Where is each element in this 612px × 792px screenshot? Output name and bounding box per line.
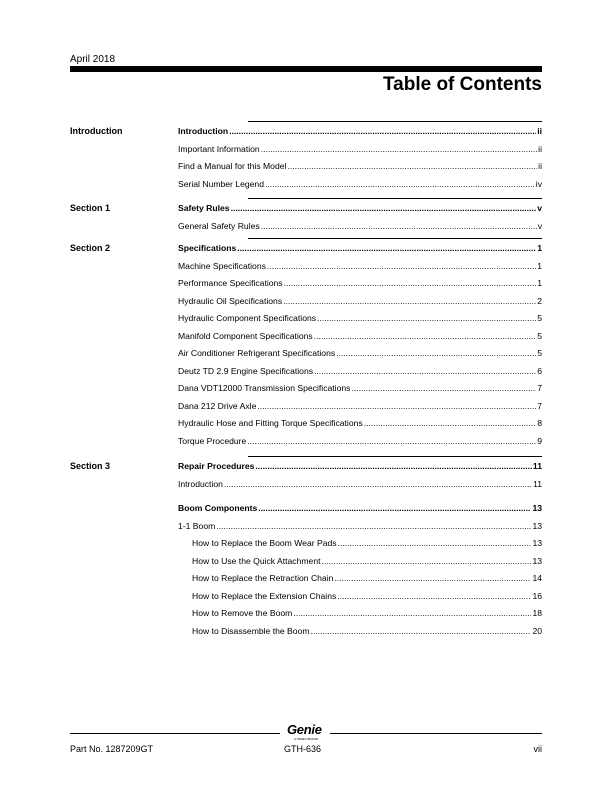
toc-entry[interactable] [178,608,542,626]
toc-dot-leader [317,313,536,324]
toc-entry-title: How to Replace the Retraction Chain [192,573,334,583]
footer-model: GTH-636 [284,744,322,754]
toc-entry-title: Hydraulic Oil Specifications [178,295,283,306]
toc-entry-title: Hydraulic Component Specifications [178,313,317,323]
toc-entry-list [178,461,542,643]
toc-entry-page: 5 [537,348,542,358]
toc-entry-title: Serial Number Legend [178,178,264,189]
toc-entry[interactable] [178,126,542,144]
toc-entry[interactable] [178,436,542,454]
toc-entry-list [178,126,542,196]
toc-entry-list [178,203,542,238]
toc-dot-leader [247,436,536,447]
toc-entry[interactable] [178,203,542,221]
toc-entry-title: Safety Rules [178,203,230,213]
toc-entry-title: Dana VDT12000 Transmission Specifications [178,383,351,393]
toc-entry-title: Torque Procedure [178,435,247,446]
toc-entry[interactable] [178,556,542,574]
toc-entry[interactable] [178,243,542,261]
genie-logo: Genie [287,722,322,737]
toc-entry-title: How to Disassemble the Boom [192,625,310,636]
toc-dot-leader [231,203,537,214]
toc-entry-page: 6 [537,365,542,376]
section-label: Section 3 [70,461,111,471]
toc-entry[interactable] [178,296,542,314]
toc-entry-page: 14 [532,573,542,583]
toc-entry[interactable] [178,313,542,331]
toc-entry[interactable] [178,221,542,239]
toc-entry[interactable] [178,348,542,366]
toc-dot-leader [257,401,536,412]
toc-entry-title: How to Replace the Boom Wear Pads [192,538,337,548]
toc-entry-page: 13 [532,503,542,513]
toc-entry-page: ii [538,161,542,171]
toc-dot-leader [283,296,536,307]
toc-dot-leader [284,278,537,289]
toc-dot-leader [337,591,531,602]
toc-entry-page: 7 [537,400,542,411]
toc-dot-leader [364,418,537,429]
toc-entry[interactable] [178,161,542,179]
toc-entry-page: v [537,203,542,213]
toc-dot-leader [293,608,531,619]
toc-entry[interactable] [178,144,542,162]
toc-entry[interactable] [178,461,542,479]
header-date: April 2018 [70,54,116,65]
toc-entry-title: Introduction [178,126,229,136]
toc-dot-leader [322,556,532,567]
toc-entry[interactable] [178,626,542,644]
header-rule [70,66,542,72]
toc-entry-title: Important Information [178,143,260,154]
toc-entry-page: 1 [537,278,542,288]
toc-entry-title: How to Remove the Boom [192,608,293,618]
section-divider [248,121,542,122]
toc-dot-leader [216,521,531,532]
toc-entry-title: Repair Procedures [178,461,255,471]
toc-entry[interactable] [178,479,542,497]
toc-entry-page: 9 [537,435,542,446]
toc-entry[interactable] [178,366,542,384]
toc-entry-title: Performance Specifications [178,278,283,288]
section-divider [248,238,542,239]
toc-entry-page: 11 [532,461,542,471]
toc-entry[interactable] [178,591,542,609]
toc-dot-leader [287,161,537,172]
toc-entry[interactable] [178,179,542,197]
toc-entry-title: How to Use the Quick Attachment [192,555,321,566]
toc-dot-leader [336,348,536,359]
toc-dot-leader [314,331,537,342]
section-label: Introduction [70,126,123,136]
toc-entry-page: 8 [537,418,542,428]
toc-entry-page: 13 [532,555,542,566]
toc-entry-page: 2 [537,295,542,306]
toc-entry[interactable] [178,418,542,436]
toc-dot-leader [224,479,532,490]
footer-page-number: vii [533,744,542,754]
toc-entry-title: Deutz TD 2.9 Engine Specifications [178,365,314,376]
toc-entry-title: Dana 212 Drive Axle [178,400,257,411]
section-label: Section 1 [70,203,111,213]
toc-entry-page: 20 [532,625,542,636]
toc-entry[interactable] [178,261,542,279]
toc-dot-leader [265,179,535,190]
toc-entry-list [178,243,542,453]
toc-entry-title: Find a Manual for this Model [178,161,287,171]
toc-dot-leader [229,126,536,137]
toc-entry-page: 13 [532,538,542,548]
toc-entry[interactable] [178,503,542,521]
genie-logo-subtext: A TEREX BRAND [294,737,318,741]
toc-dot-leader [237,243,536,254]
toc-dot-leader [311,626,532,637]
toc-dot-leader [255,461,531,472]
page-title: Table of Contents [382,74,542,95]
toc-entry-page: iv [535,178,542,189]
toc-entry[interactable] [178,401,542,419]
toc-entry[interactable] [178,538,542,556]
toc-entry-title: Introduction [178,478,223,489]
toc-entry-page: v [537,220,542,231]
toc-entry-page: 1 [537,243,542,253]
toc-entry-page: ii [538,143,542,154]
footer-rule-right [330,733,542,734]
toc-entry-page: 1 [537,260,542,271]
toc-entry-title: Manifold Component Specifications [178,330,313,341]
toc-entry[interactable] [178,383,542,401]
toc-entry-title: 1-1 Boom [178,520,216,531]
footer-part-number: Part No. 1287209GT [70,744,154,754]
section-label: Section 2 [70,243,111,253]
footer-rule-left [70,733,280,734]
toc-entry-title: Machine Specifications [178,260,266,271]
toc-entry[interactable] [178,331,542,349]
toc-entry-title: Specifications [178,243,237,253]
toc-entry-title: General Safety Rules [178,220,260,231]
toc-entry-title: Hydraulic Hose and Fitting Torque Specifications [178,418,363,428]
toc-entry[interactable] [178,278,542,296]
toc-dot-leader [267,261,536,272]
toc-dot-leader [338,538,532,549]
toc-entry-title: How to Replace the Extension Chains [192,590,337,601]
toc-entry[interactable] [178,573,542,591]
toc-entry-title: Boom Components [178,503,258,513]
toc-entry-page: 7 [537,383,542,393]
toc-dot-leader [351,383,536,394]
section-divider [248,198,542,199]
toc-entry-title: Air Conditioner Refrigerant Specifications [178,348,336,358]
toc-entry-page: 11 [533,478,542,489]
toc-entry-page: ii [537,126,542,136]
toc-entry-page: 18 [532,608,542,618]
toc-dot-leader [314,366,536,377]
toc-dot-leader [261,144,537,155]
toc-entry-page: 5 [537,330,542,341]
toc-dot-leader [261,221,537,232]
toc-dot-leader [334,573,531,584]
section-divider [248,456,542,457]
toc-entry[interactable] [178,521,542,539]
toc-entry-page: 13 [532,520,542,531]
toc-entry-page: 16 [532,590,542,601]
toc-entry-page: 5 [537,313,542,323]
toc-dot-leader [258,503,531,514]
